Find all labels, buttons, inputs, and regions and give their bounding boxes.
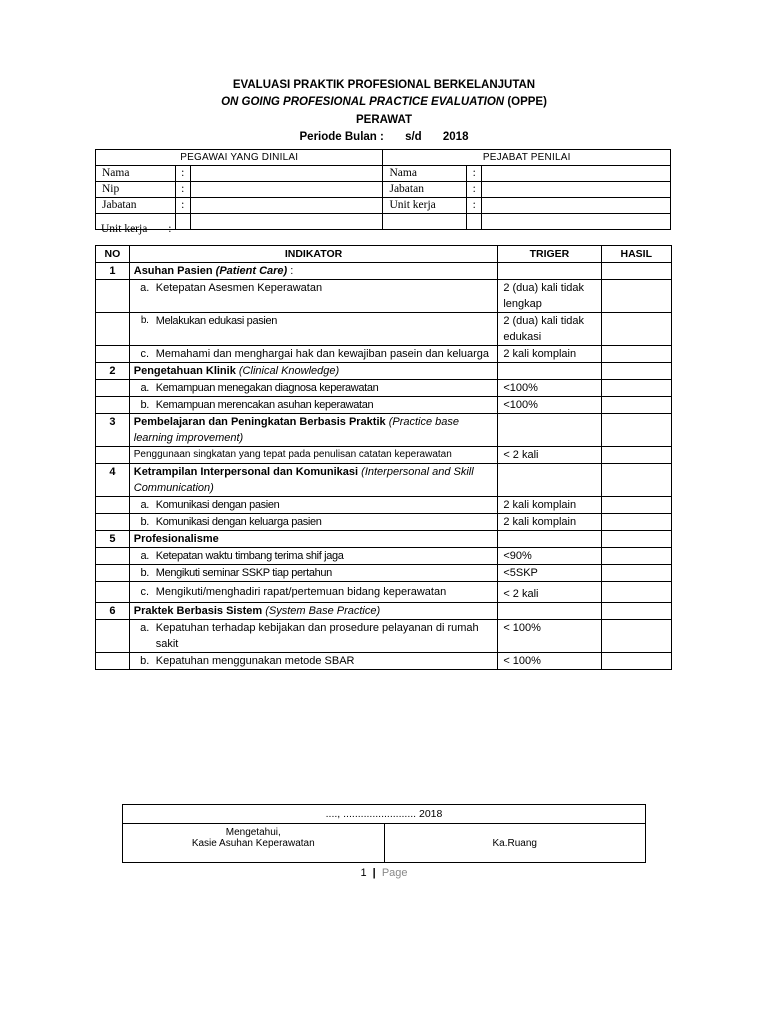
evaluator-name-field[interactable] [482,166,671,182]
indicator-cell [129,380,498,397]
section-number: 4 [96,464,130,497]
table-row [96,653,672,670]
trigger-cell: 2 (dua) kali tidak edukasi [498,313,601,346]
item-text: Melakukan edukasi pasien [155,315,277,327]
section-title-italic: (Practice base learning improvement) [133,416,460,444]
trigger-cell: < 2 kali [498,582,601,603]
item-letter: a. [140,499,149,511]
item-text: Ketepatan waktu timbang terima shif jaga [155,550,344,562]
signature-date: ...., ......................... 2018 [123,805,646,824]
item-text: Kemampuan menegakan diagnosa keperawatan [155,382,379,394]
trigger-cell: <5SKP [498,565,601,582]
item-letter: b. [140,567,149,579]
colon: : [467,182,482,198]
section-row [96,603,672,620]
empty-cell [96,497,130,514]
trigger-cell: 2 (dua) kali tidak lengkap [498,280,601,313]
item-letter: c. [140,586,150,598]
item-text: Komunikasi dengan keluarga pasien [155,516,322,528]
item-text: Memahami dan menghargai hak dan kewajiban pasein dan keluarga [155,348,490,360]
section-row [96,414,672,447]
section-title [129,464,498,497]
periode-year: 2018 [442,131,469,143]
indicator-cell [129,514,498,531]
empty-cell [96,653,130,670]
trigger-cell: <100% [498,397,601,414]
evaluator-name-label: Nama [383,166,467,182]
item-letter: b. [140,399,149,411]
result-cell[interactable] [601,380,671,397]
empty-cell [175,214,190,230]
indicator-cell [129,397,498,414]
section-title [129,263,498,280]
evaluator-header: PEJABAT PENILAI [383,150,671,166]
table-row [96,313,672,346]
section-title-italic: (Interpersonal and Skill Communication) [133,466,474,494]
trigger-cell: < 2 kali [498,447,601,464]
employee-table [95,149,671,230]
document-role: PERAWAT [355,114,412,126]
empty-cell [96,582,130,603]
section-number: 5 [96,531,130,548]
subtitle-suffix: (OPPE) [507,96,547,108]
section-title-text: Pengetahuan Klinik [133,365,236,377]
empty-cell [96,548,130,565]
section-number: 6 [96,603,130,620]
signature-right[interactable] [384,824,645,863]
trigger-cell: <100% [498,380,601,397]
table-row [96,497,672,514]
result-cell[interactable] [601,565,671,582]
colon: : [175,182,190,198]
section-number: 2 [96,363,130,380]
item-letter: c. [140,348,150,360]
employee-header: PEGAWAI YANG DINILAI [96,150,383,166]
empty-cell [96,565,130,582]
colon: : [467,166,482,182]
section-title-text: Pembelajaran dan Peningkatan Berbasis Praktik [133,416,386,428]
trigger-cell [498,263,601,280]
result-cell[interactable] [601,582,671,603]
table-row [96,380,672,397]
table-row [96,397,672,414]
empty-cell [96,380,130,397]
item-letter: a. [140,550,149,562]
indicator-cell [129,497,498,514]
indicator-cell [129,548,498,565]
table-row [96,214,671,230]
table-row [96,514,672,531]
col-header-triger: TRIGER [498,246,601,263]
result-cell[interactable] [601,497,671,514]
table-row [96,346,672,363]
trigger-cell: < 100% [498,620,601,653]
employee-nip-field[interactable] [190,182,383,198]
section-row [96,263,672,280]
section-title [129,363,498,380]
item-text: Komunikasi dengan pasien [155,499,280,511]
empty-cell [96,447,130,464]
item-text: Mengikuti/menghadiri rapat/pertemuan bidang keperawatan [155,586,447,598]
employee-name-field[interactable] [190,166,383,182]
section-title-text: Praktek Berbasis Sistem [133,605,263,617]
item-text: Kepatuhan menggunakan metode SBAR [155,655,355,667]
indicator-cell [129,346,498,363]
document-title: EVALUASI PRAKTIK PROFESIONAL BERKELANJUTAN [232,79,536,91]
item-letter: b. [140,315,149,326]
item-text: Mengikuti seminar SSKP tiap pertahun [155,567,332,579]
result-cell[interactable] [601,414,671,447]
signature-left[interactable] [123,824,385,863]
signer-left-title: Kasie Asuhan Keperawatan [191,838,315,849]
evaluator-jabatan-field[interactable] [482,182,671,198]
trigger-cell: < 100% [498,653,601,670]
result-cell[interactable] [601,548,671,565]
section-title [129,414,498,447]
item-text: Ketepatan Asesmen Keperawatan [155,282,323,294]
section-number: 3 [96,414,130,447]
trigger-cell: 2 kali komplain [498,497,601,514]
trigger-cell [498,603,601,620]
result-cell[interactable] [601,464,671,497]
section-row [96,363,672,380]
item-letter: a. [140,622,150,634]
trigger-cell [498,531,601,548]
empty-cell [96,346,130,363]
trigger-cell: 2 kali komplain [498,514,601,531]
subtitle-italic: ON GOING PROFESIONAL PRACTICE EVALUATION [221,96,505,108]
evaluator-unit-field[interactable] [482,198,671,214]
section-row [96,531,672,548]
item-letter: a. [140,382,149,394]
colon: : [467,198,482,214]
result-cell[interactable] [601,620,671,653]
item-letter: a. [140,282,150,294]
indicator-cell [129,313,498,346]
employee-nip-label: Nip [96,182,176,198]
section-title [129,603,498,620]
trigger-cell [498,363,601,380]
item-letter: b. [140,655,150,667]
section-title [129,531,498,548]
periode-sd: s/d [405,131,422,143]
empty-cell [482,214,671,230]
result-cell[interactable] [601,263,671,280]
table-row [96,548,672,565]
colon: : [168,223,172,235]
section-title-italic: (System Base Practice) [265,605,381,617]
section-title-italic: (Clinical Knowledge) [238,365,340,377]
result-cell[interactable] [601,514,671,531]
empty-cell [467,214,482,230]
item-letter: b. [140,516,149,528]
indicator-table [95,245,672,670]
section-number: 1 [96,263,130,280]
col-header-no: NO [96,246,130,263]
page-number: 1 [360,867,367,879]
result-cell[interactable] [601,280,671,313]
employee-unit-label: Unit kerja [101,223,148,235]
periode-line [0,131,768,143]
result-cell[interactable] [601,447,671,464]
result-cell[interactable] [601,603,671,620]
page-separator: | [372,867,376,879]
result-cell[interactable] [601,397,671,414]
trigger-cell: 2 kali komplain [498,346,601,363]
colon: : [175,166,190,182]
empty-cell [190,214,383,230]
empty-cell [96,280,130,313]
page-footer [0,867,768,879]
section-suffix: : [290,265,294,277]
trigger-cell: <90% [498,548,601,565]
table-header-row [96,246,672,263]
empty-cell [383,214,467,230]
table-row [96,565,672,582]
signature-table [122,804,646,863]
evaluator-unit-label: Unit kerja [383,198,467,214]
section-row [96,464,672,497]
employee-name-label: Nama [96,166,176,182]
table-row [96,280,672,313]
table-row [96,620,672,653]
periode-label: Periode Bulan : [299,131,384,143]
table-row [96,198,671,214]
trigger-cell [498,464,601,497]
result-cell[interactable] [601,363,671,380]
indicator-cell [129,582,498,603]
item-text: Kepatuhan terhadap kebijakan dan prosedure pelayanan di rumah sakit [155,622,479,650]
indicator-cell [129,280,498,313]
employee-unit-line [101,223,171,235]
page-label: Page [381,867,408,879]
employee-jabatan-field[interactable] [190,198,383,214]
result-cell[interactable] [601,346,671,363]
empty-cell [96,397,130,414]
empty-cell [96,620,130,653]
col-header-hasil: HASIL [601,246,671,263]
indicator-cell: Penggunaan singkatan yang tepat pada penulisan catatan keperawatan [129,447,498,464]
colon: : [175,198,190,214]
section-title-text: Ketrampilan Interpersonal dan Komunikasi [133,466,359,478]
table-row [96,182,671,198]
evaluator-jabatan-label: Jabatan [383,182,467,198]
result-cell[interactable] [601,313,671,346]
indicator-cell [129,620,498,653]
section-title-text: Profesionalisme [133,533,219,545]
item-text: Kemampuan merencakan asuhan keperawatan [155,399,374,411]
document-subtitle [0,96,768,108]
empty-cell [96,313,130,346]
employee-jabatan-label: Jabatan [96,198,176,214]
result-cell[interactable] [601,653,671,670]
table-row [96,166,671,182]
col-header-indikator: INDIKATOR [129,246,498,263]
section-title-italic: (Patient Care) [215,265,288,277]
result-cell[interactable] [601,531,671,548]
signer-right-title: Ka.Ruang [492,837,537,849]
table-row [96,447,672,464]
empty-cell [96,514,130,531]
trigger-cell [498,414,601,447]
table-row [96,582,672,603]
indicator-cell [129,565,498,582]
indicator-cell [129,653,498,670]
section-title-text: Asuhan Pasien [133,265,213,277]
acknowledged-label: Mengetahui, [225,827,281,838]
